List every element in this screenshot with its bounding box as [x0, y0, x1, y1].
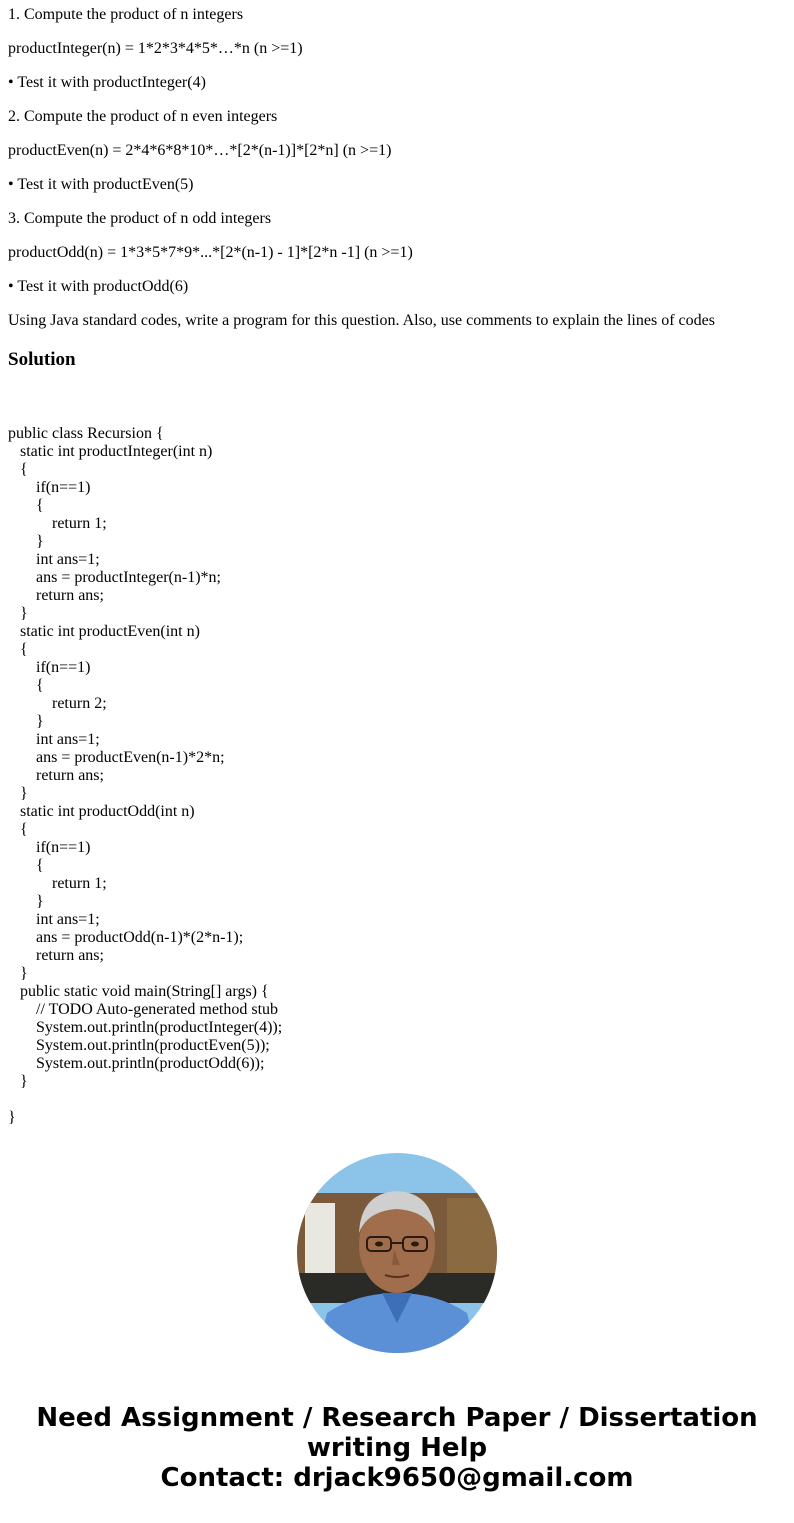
question-line: 3. Compute the product of n odd integers — [8, 210, 272, 227]
code-line — [8, 1091, 282, 1109]
code-line: System.out.println(productInteger(4)); — [8, 1019, 283, 1036]
code-line: } — [8, 1073, 28, 1090]
code-line: { — [8, 857, 44, 874]
code-line: ans = productOdd(n-1)*(2*n-1); — [8, 929, 244, 946]
question-line: 2. Compute the product of n even integers — [8, 108, 278, 125]
code-line: } — [8, 533, 44, 550]
code-line: System.out.println(productEven(5)); — [8, 1037, 270, 1054]
code-line: { — [8, 641, 28, 658]
code-line: { — [8, 461, 28, 478]
code-line: // TODO Auto-generated method stub — [8, 1001, 279, 1018]
code-line: return 1; — [8, 875, 107, 892]
code-line: } — [8, 785, 28, 802]
code-line: return 1; — [8, 515, 107, 532]
code-line: int ans=1; — [8, 551, 100, 568]
promo-line: writing Help — [306, 1433, 488, 1463]
question-line: • Test it with productEven(5) — [8, 176, 194, 193]
code-line: int ans=1; — [8, 731, 100, 748]
code-line: { — [8, 497, 44, 514]
question-line: • Test it with productOdd(6) — [8, 278, 189, 295]
code-line: if(n==1) — [8, 659, 91, 676]
promo-line: Need Assignment / Research Paper / Dissertation — [36, 1403, 758, 1433]
solution-heading: Solution — [8, 349, 76, 370]
code-line: int ans=1; — [8, 911, 100, 928]
code-line: public static void main(String[] args) { — [8, 983, 269, 1000]
code-line: } — [8, 893, 44, 910]
code-line: return ans; — [8, 767, 104, 784]
code-line: ans = productEven(n-1)*2*n; — [8, 749, 225, 766]
code-line: static int productInteger(int n) — [8, 443, 213, 460]
code-block — [8, 407, 282, 1127]
question-line: 1. Compute the product of n integers — [8, 6, 244, 23]
question-line: productOdd(n) = 1*3*5*7*9*...*[2*(n-1) - 1]*[2*n -1] (n >=1) — [8, 244, 413, 261]
code-line: } — [8, 713, 44, 730]
code-line: ans = productInteger(n-1)*n; — [8, 569, 221, 586]
code-line: static int productOdd(int n) — [8, 803, 195, 820]
code-line: } — [8, 965, 28, 982]
code-line: { — [8, 821, 28, 838]
question-line: Using Java standard codes, write a program for this question. Also, use comments to explain the lines of codes — [8, 312, 715, 329]
promo-banner — [0, 1403, 794, 1493]
question-line: productEven(n) = 2*4*6*8*10*…*[2*(n-1)]*[2*n] (n >=1) — [8, 142, 392, 159]
code-line: System.out.println(productOdd(6)); — [8, 1055, 265, 1072]
code-line: public class Recursion { — [8, 425, 164, 442]
author-avatar — [297, 1153, 497, 1353]
code-line: { — [8, 677, 44, 694]
code-line: if(n==1) — [8, 479, 91, 496]
code-line — [8, 407, 282, 425]
question-line: productInteger(n) = 1*2*3*4*5*…*n (n >=1) — [8, 40, 303, 57]
code-line: static int productEven(int n) — [8, 623, 200, 640]
code-line: return ans; — [8, 947, 104, 964]
code-line: } — [8, 1109, 16, 1126]
question-line: • Test it with productInteger(4) — [8, 74, 206, 91]
code-line: if(n==1) — [8, 839, 91, 856]
promo-contact: Contact: drjack9650@gmail.com — [160, 1463, 634, 1493]
code-line: return 2; — [8, 695, 107, 712]
code-line: return ans; — [8, 587, 104, 604]
code-line: } — [8, 605, 28, 622]
